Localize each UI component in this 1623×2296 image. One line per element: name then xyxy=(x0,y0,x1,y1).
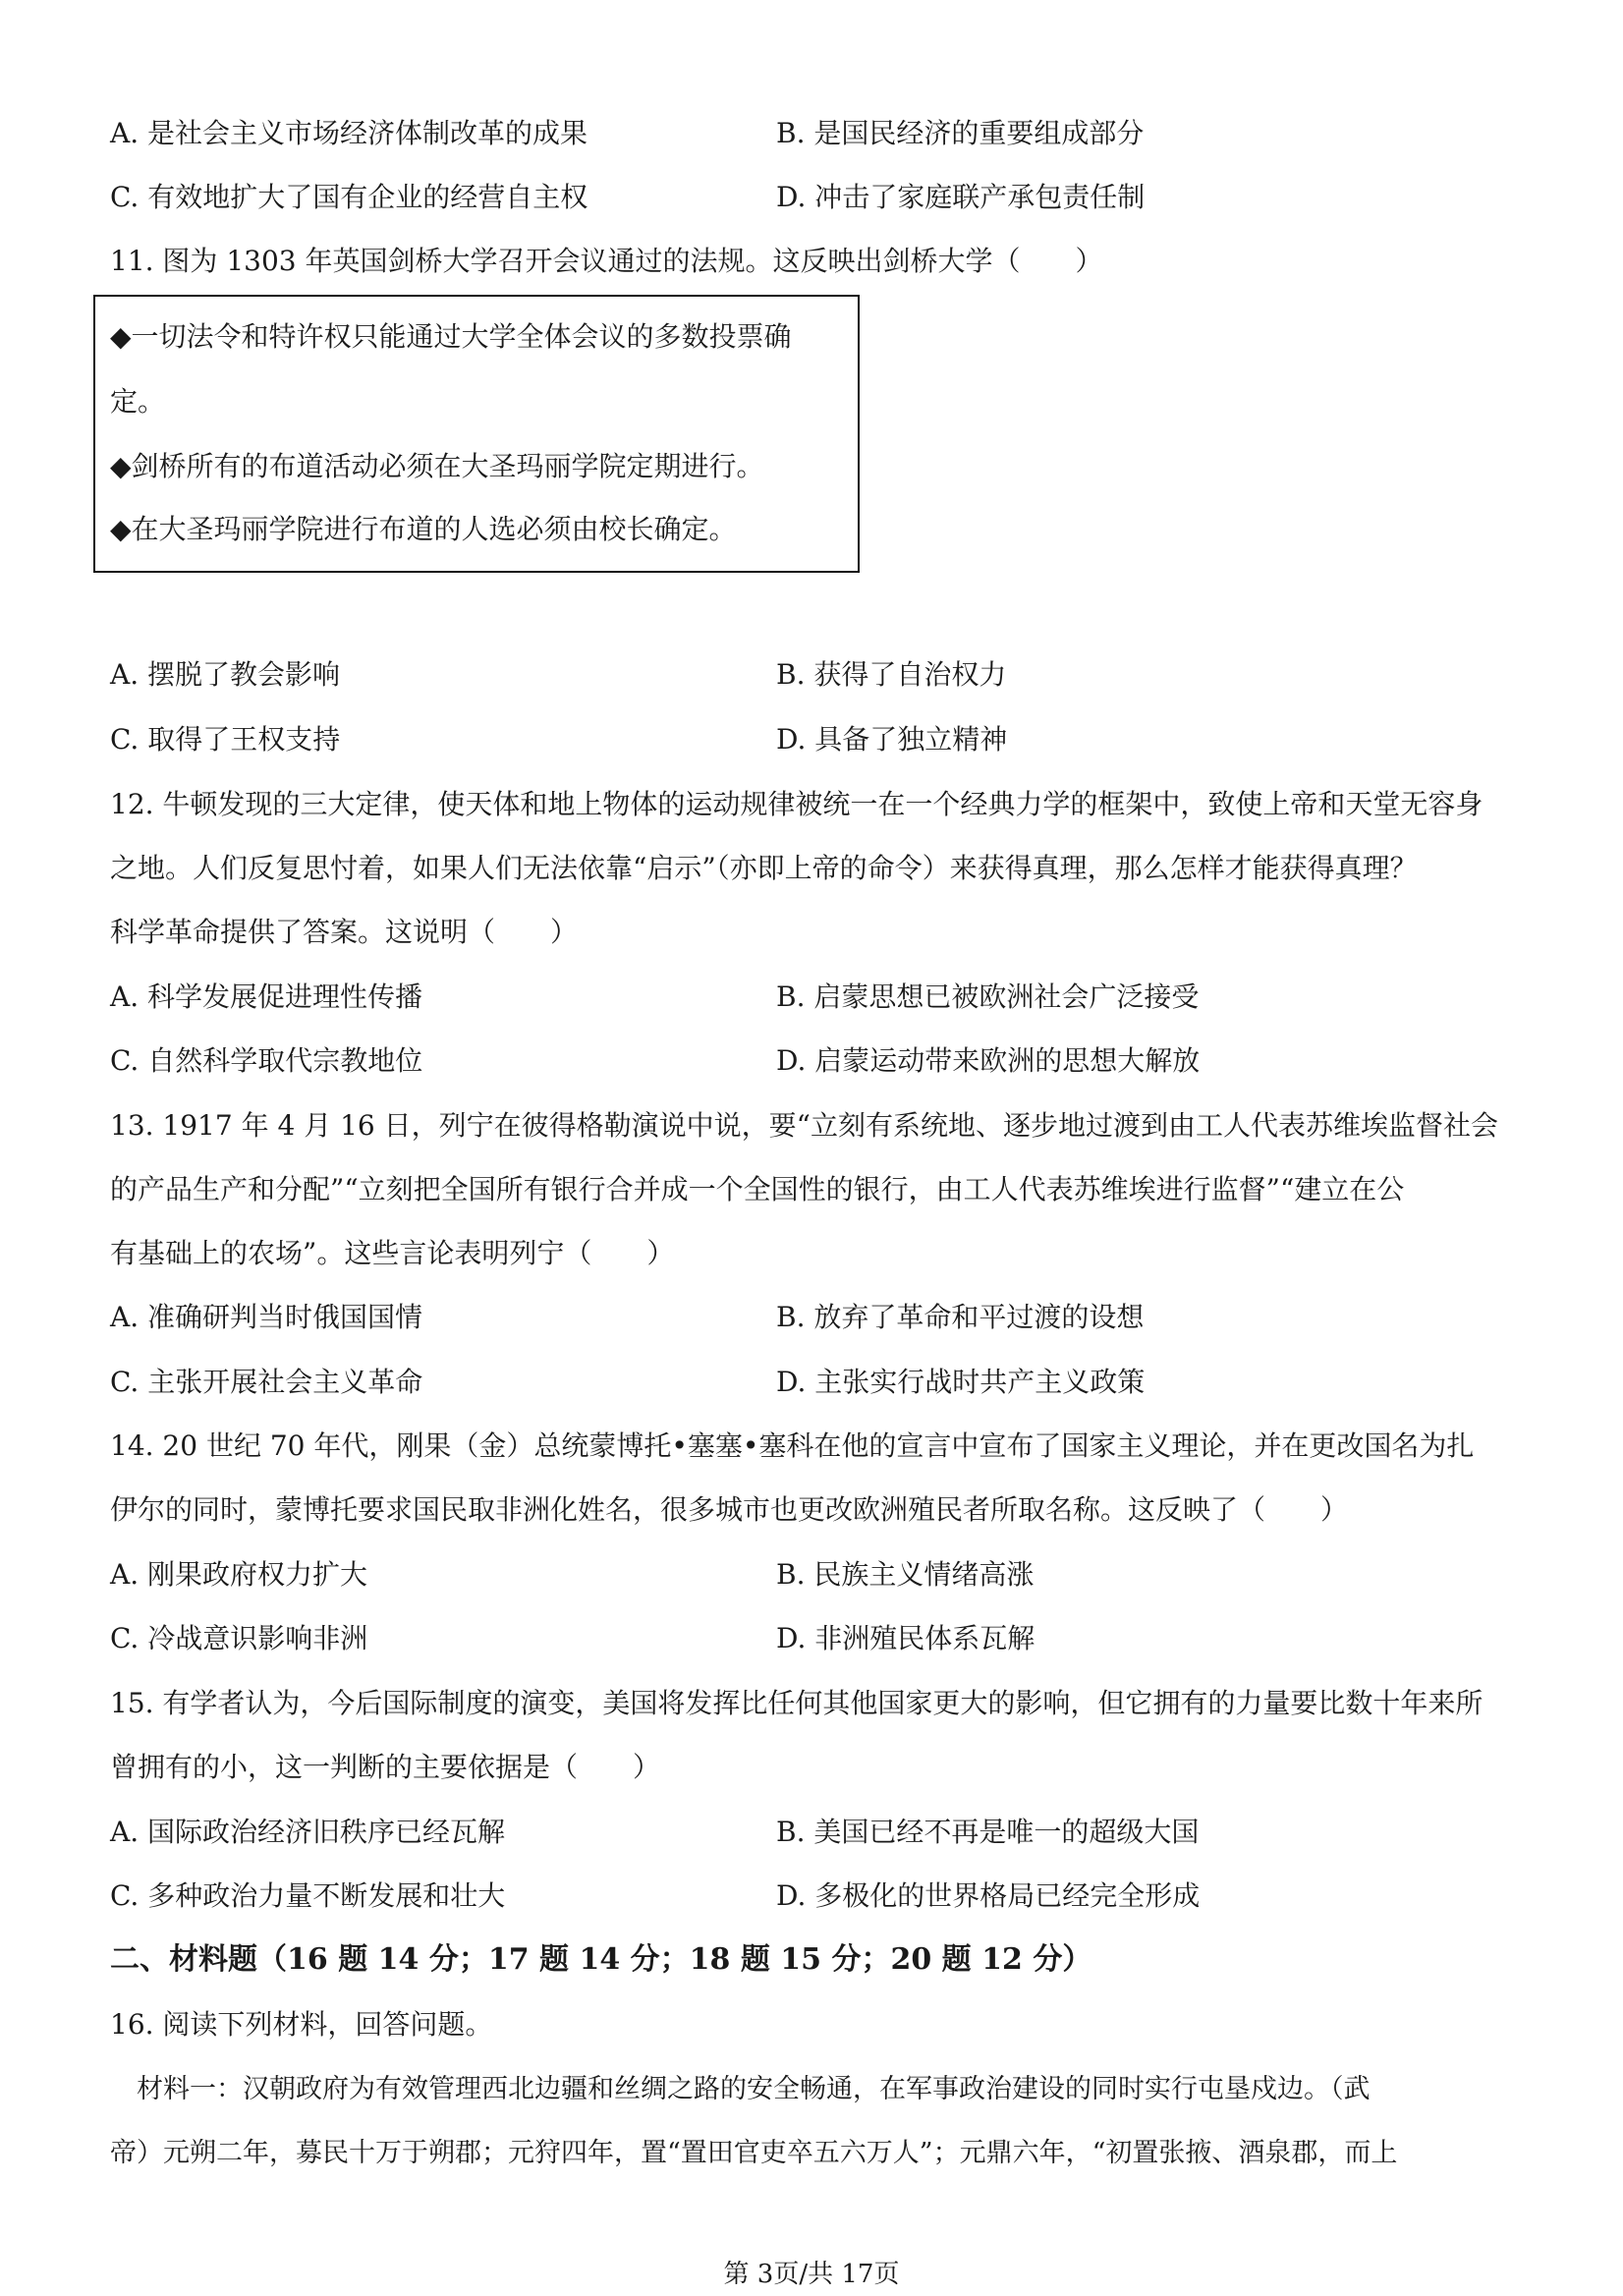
q12-option-d: D. 启蒙运动带来欧洲的思想大解放 xyxy=(776,1044,1201,1077)
q15-line-2: 曾拥有的小，这一判断的主要依据是（ ） xyxy=(110,1751,661,1783)
q15-option-d: D. 多极化的世界格局已经完全形成 xyxy=(776,1879,1201,1912)
q13-option-a: A. 准确研判当时俄国国情 xyxy=(110,1301,423,1333)
q11-box-line-1: ◆一切法令和特许权只能通过大学全体会议的多数投票确 xyxy=(110,320,792,353)
q12-line-3: 科学革命提供了答案。这说明（ ） xyxy=(110,916,579,948)
q14-option-b: B. 民族主义情绪高涨 xyxy=(776,1558,1035,1591)
q15-option-a: A. 国际政治经济旧秩序已经瓦解 xyxy=(110,1816,506,1848)
q15-option-c: C. 多种政治力量不断发展和壮大 xyxy=(110,1879,506,1912)
q11-box-line-3: ◆剑桥所有的布道活动必须在大圣玛丽学院定期进行。 xyxy=(110,450,764,482)
q11-box-line-4: ◆在大圣玛丽学院进行布道的人选必须由校长确定。 xyxy=(110,513,737,545)
q10-option-a: A. 是社会主义市场经济体制改革的成果 xyxy=(110,117,588,149)
q11-option-d: D. 具备了独立精神 xyxy=(776,723,1008,756)
q14-option-a: A. 刚果政府权力扩大 xyxy=(110,1558,368,1591)
q11-option-b: B. 获得了自治权力 xyxy=(776,658,1007,691)
q15-line-1: 15. 有学者认为，今后国际制度的演变，美国将发挥比任何其他国家更大的影响，但它拥有的力量要比数十年来所 xyxy=(110,1687,1483,1719)
q12-option-a: A. 科学发展促进理性传播 xyxy=(110,980,423,1013)
q12-line-1: 12. 牛顿发现的三大定律，使天体和地上物体的运动规律被统一在一个经典力学的框架中，致使上帝和天堂无容身 xyxy=(110,788,1483,820)
q14-line-2: 伊尔的同时，蒙博托要求国民取非洲化姓名，很多城市也更改欧洲殖民者所取名称。这反映了（ ） xyxy=(110,1493,1349,1526)
q13-line-1: 13. 1917 年 4 月 16 日，列宁在彼得格勒演说中说，要“立刻有系统地、逐步地过渡到由工人代表苏维埃监督社会 xyxy=(110,1109,1498,1142)
q13-line-2: 的产品生产和分配”“立刻把全国所有银行合并成一个全国性的银行，由工人代表苏维埃进行监督”“建立在公 xyxy=(110,1173,1405,1205)
q14-line-1: 14. 20 世纪 70 年代，刚果（金）总统蒙博托•塞塞•塞科在他的宣言中宣布了国家主义理论，并在更改国名为扎 xyxy=(110,1429,1475,1462)
q12-line-2: 之地。人们反复思忖着，如果人们无法依靠“启示”（亦即上帝的命令）来获得真理，那么怎样才能获得真理？ xyxy=(110,852,1418,884)
q11-option-a: A. 摆脱了教会影响 xyxy=(110,658,341,691)
q13-option-c: C. 主张开展社会主义革命 xyxy=(110,1366,423,1398)
q14-option-d: D. 非洲殖民体系瓦解 xyxy=(776,1622,1035,1654)
q16-material-line-2: 帝）元朔二年，募民十万于朔郡；元狩四年，置“置田官吏卒五六万人”；元鼎六年，“初置张掖、酒泉郡，而上 xyxy=(110,2138,1398,2168)
q10-option-b: B. 是国民经济的重要组成部分 xyxy=(776,117,1145,149)
section-2-heading: 二、材料题（16 题 14 分；17 题 14 分；18 题 15 分；20 题 12 分） xyxy=(110,1942,1092,1977)
page-number: 第 3页/共 17页 xyxy=(723,2260,900,2289)
q13-line-3: 有基础上的农场”。这些言论表明列宁（ ） xyxy=(110,1237,675,1269)
q11-option-c: C. 取得了王权支持 xyxy=(110,723,341,756)
q16-material-line-1: 材料一：汉朝政府为有效管理西北边疆和丝绸之路的安全畅通，在军事政治建设的同时实行屯垦戍边。（武 xyxy=(110,2074,1371,2104)
q10-option-c: C. 有效地扩大了国有企业的经营自主权 xyxy=(110,181,588,213)
q16-stem: 16. 阅读下列材料，回答问题。 xyxy=(110,2008,493,2041)
q12-option-b: B. 启蒙思想已被欧洲社会广泛接受 xyxy=(776,980,1200,1013)
q13-option-b: B. 放弃了革命和平过渡的设想 xyxy=(776,1301,1145,1333)
q15-option-b: B. 美国已经不再是唯一的超级大国 xyxy=(776,1816,1200,1848)
q11-box-line-2: 定。 xyxy=(110,385,166,418)
q11-stem: 11. 图为 1303 年英国剑桥大学召开会议通过的法规。这反映出剑桥大学（ ） xyxy=(110,245,1103,277)
q12-option-c: C. 自然科学取代宗教地位 xyxy=(110,1044,423,1077)
q10-option-d: D. 冲击了家庭联产承包责任制 xyxy=(776,181,1146,213)
q14-option-c: C. 冷战意识影响非洲 xyxy=(110,1622,368,1654)
q13-option-d: D. 主张实行战时共产主义政策 xyxy=(776,1366,1146,1398)
